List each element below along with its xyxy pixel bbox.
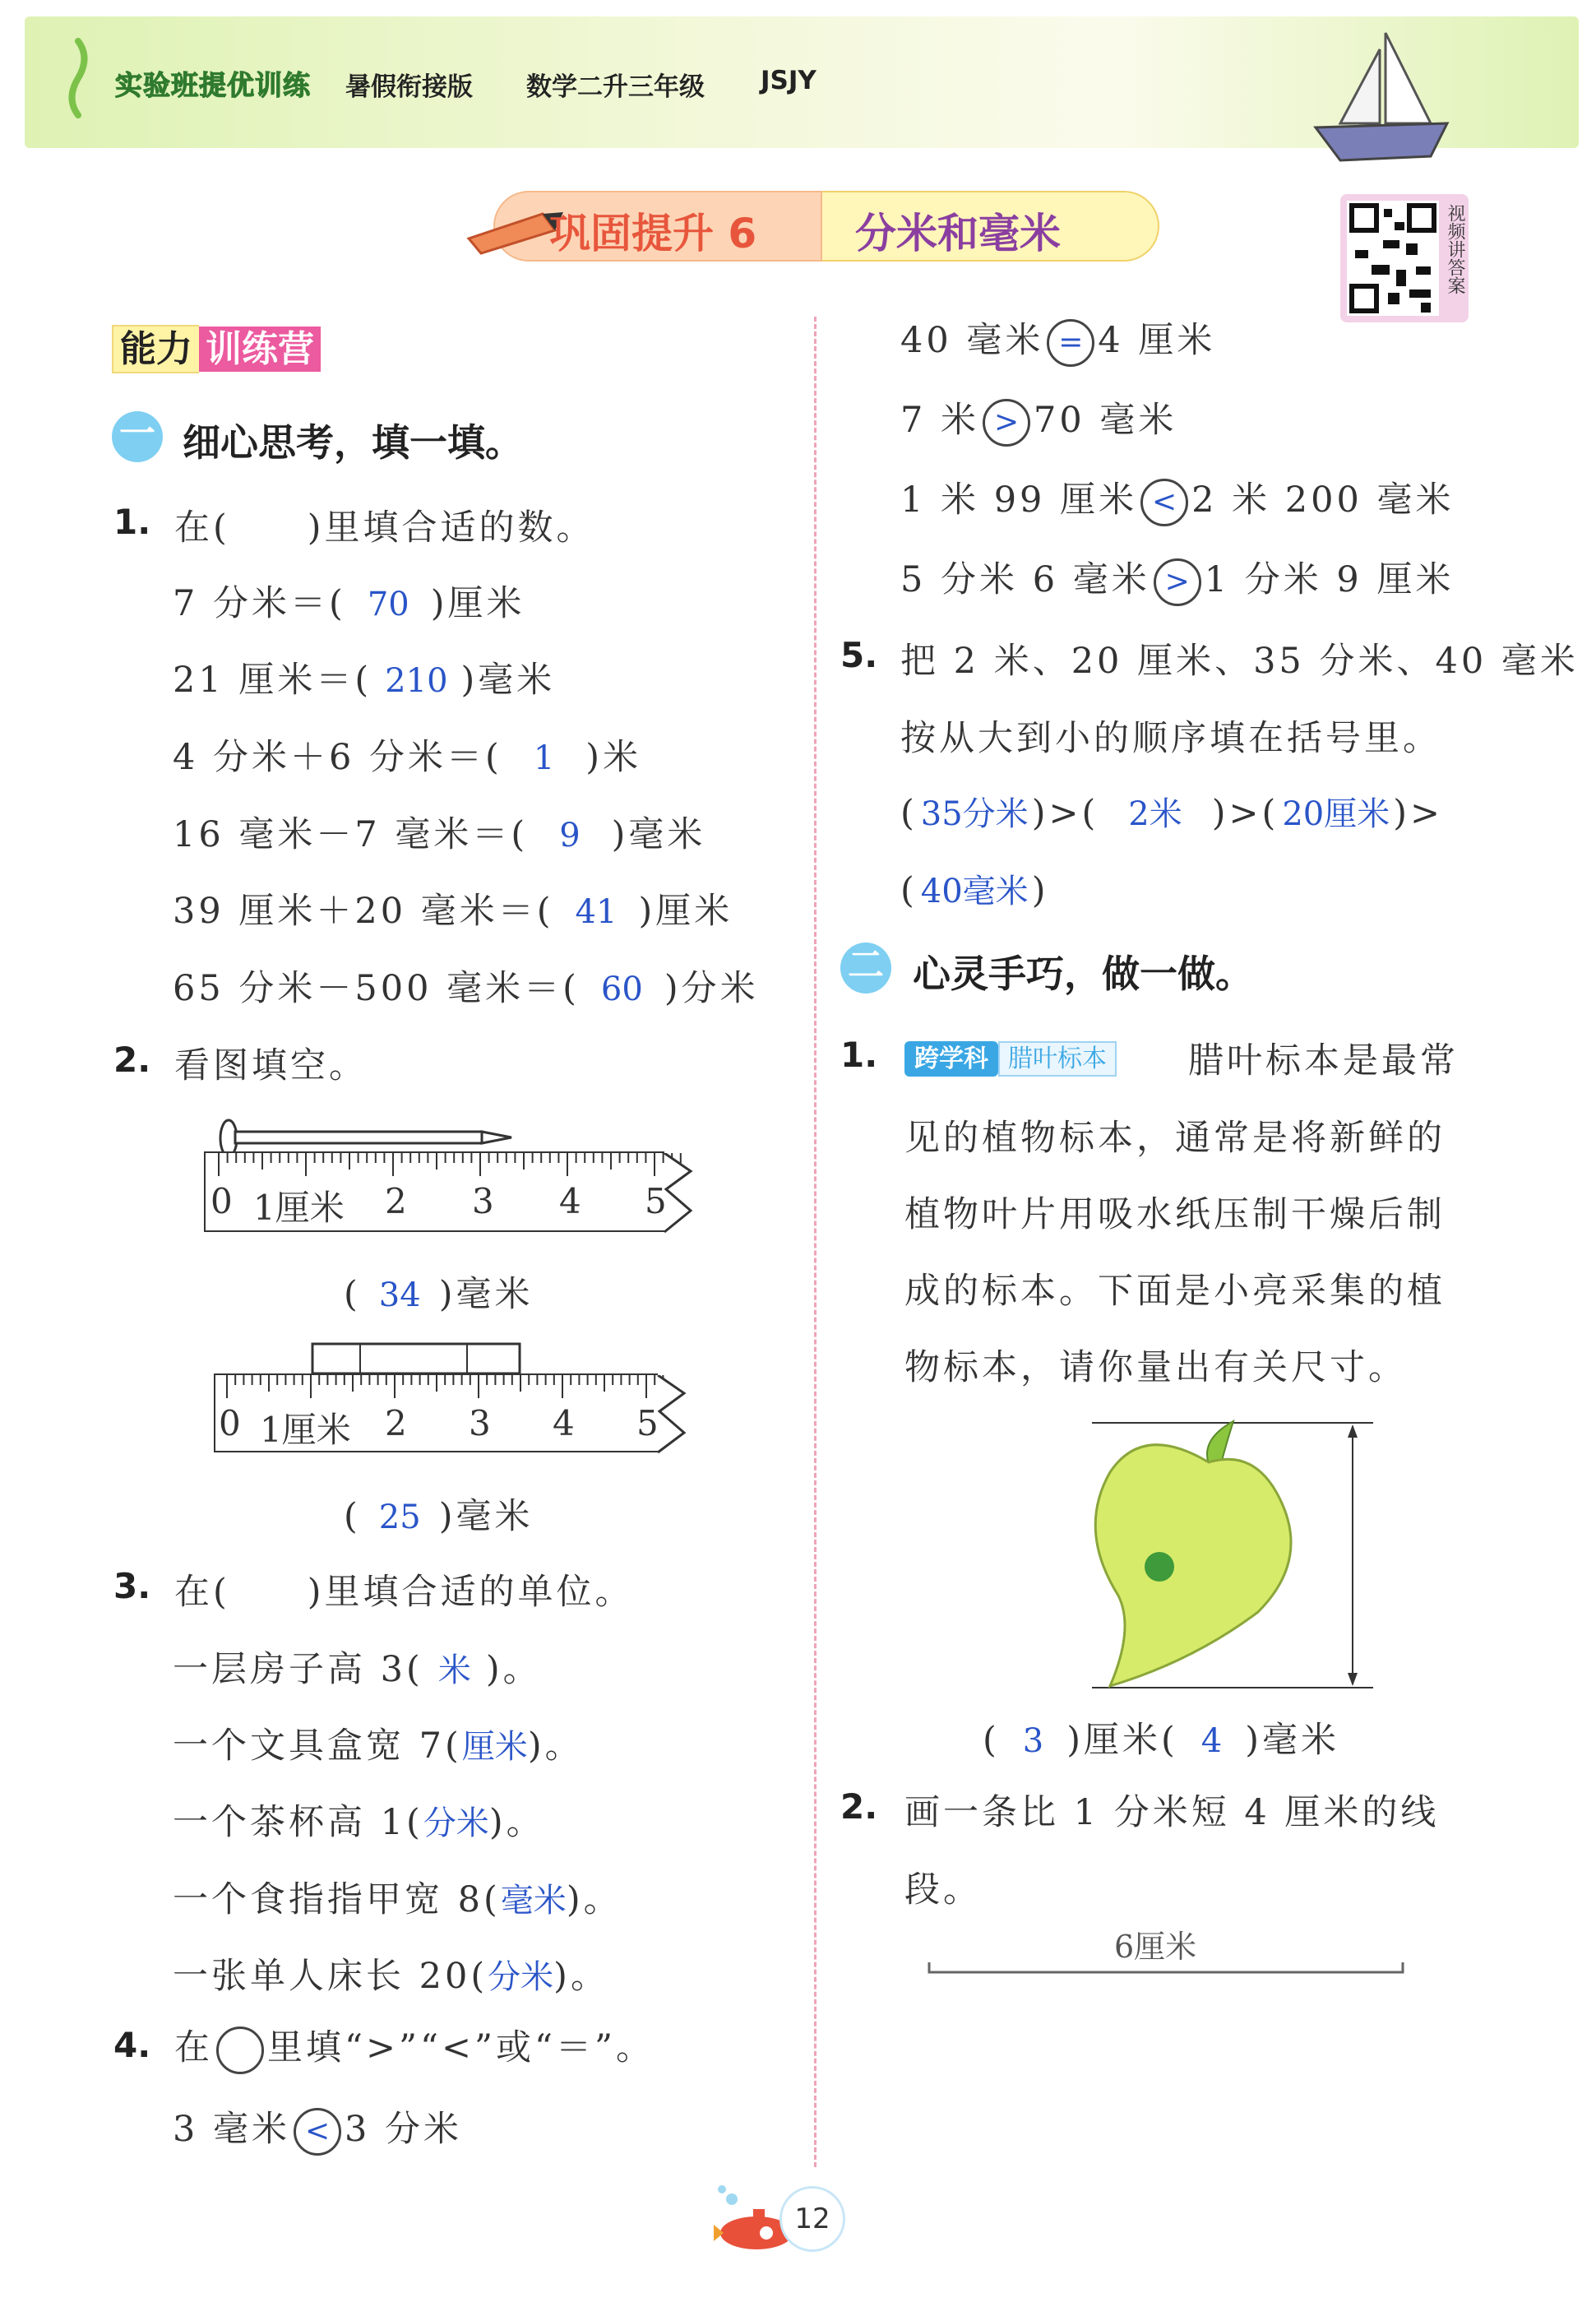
q4-number: 4. [113,2025,151,2065]
subject-label: 数学二升三年级 [526,72,705,102]
q3-item-3-pre: 一个茶杯高 1( [173,1802,423,1843]
q3-item-5-answer: 分米 [488,1958,554,1996]
q5-gt-1: > [1048,793,1082,834]
topic-label: 分米和毫米 [855,210,1061,257]
ruler-2-label-2: 2 [385,1403,407,1443]
section-tag-a: 能力 [112,325,199,373]
q1-item-6-answer: 60 [600,970,643,1008]
q1-item-4-answer: 9 [559,817,581,855]
column-divider [814,317,817,2167]
q2-answer-2 [344,1489,533,1539]
q1-item-4 [173,807,705,857]
q3-item-4-pre: 一个食指指甲宽 8( [173,1879,501,1920]
q4-item-4-left: 1 米 99 厘米 [900,479,1138,521]
q2-unit-1: )毫米 [438,1274,534,1315]
ruler-2-label-0: 0 [219,1403,241,1443]
q4-prompt-post: 里填“>”“<”或“＝”。 [267,2027,655,2068]
q4-item-5 [900,552,1454,606]
q5-answers-row-2: ( 40毫米) [900,870,1049,911]
q1-item-5-answer: 41 [575,893,618,931]
q1-prompt: 在( )里填合适的数。 [174,507,595,549]
q5-answer-3: 20厘米 [1282,795,1390,833]
q4-item-3 [900,392,1177,447]
q1-item-4-post: )毫米 [611,814,706,855]
q1-item-1-post: )厘米 [430,583,525,624]
blank-circle-icon [216,2026,264,2074]
p2q1-line-3: 植物叶片用吸水纸压制干燥后制 [904,1194,1446,1235]
specimen-badge: 腊叶标本 [998,1041,1117,1077]
edition-label: 暑假衔接版 [345,72,473,102]
lesson-label: 巩固提升 6 [549,210,757,257]
q1-item-2-pre: 21 厘米＝( [173,660,372,701]
p2q1-open: ( [983,1720,1000,1761]
ruler-1-label-2: 2 [385,1181,407,1221]
eraser-image [311,1342,521,1375]
header-decoration [62,33,95,123]
q3-item-2-post: )。 [527,1725,584,1767]
p2q1-line-5: 物标本，请你量出有关尺寸。 [904,1347,1407,1388]
leaf-specimen-image [1069,1415,1381,1694]
q3-item-1-pre: 一层房子高 3( [173,1649,423,1690]
ruler-1-label-4: 4 [559,1181,581,1221]
q3-item-2-pre: 一个文具盒宽 7( [173,1725,462,1767]
p2q1-badges [904,1038,1117,1074]
q4-item-3-left: 7 米 [900,400,980,441]
q4-item-2-right: 4 厘米 [1098,320,1216,361]
q1-item-2-post: )毫米 [460,660,556,701]
q4-item-2 [900,313,1215,367]
q1-item-4-pre: 16 毫米－7 毫米＝( [173,814,529,855]
q1-item-2-answer: 210 [385,662,448,700]
p2q2-line-1: 画一条比 1 分米短 4 厘米的线 [904,1792,1440,1833]
q1-item-1 [173,576,525,626]
qr-label: 视频讲答案 [1445,204,1465,294]
ruler-2-label-5: 5 [636,1403,659,1443]
p2q1-answer-mm: 4 [1200,1722,1223,1760]
q3-item-5-pre: 一张单人床长 20( [173,1956,488,1997]
q4-item-1 [173,2101,462,2156]
q1-item-3-pre: 4 分米＋6 分米＝( [173,737,502,778]
q2-prompt: 看图填空。 [174,1045,368,1086]
q5-line-2: 按从大到小的顺序填在括号里。 [900,718,1441,759]
drawn-segment [928,1959,1404,1976]
q4-item-3-symbol: > [983,399,1030,447]
q3-item-2-answer: 厘米 [461,1728,528,1766]
q3-item-1 [173,1642,542,1692]
q3-item-2 [173,1718,584,1768]
q5-gt-2: > [1228,793,1262,834]
p2q1-line-2: 见的植物标本，通常是将新鲜的 [904,1118,1446,1159]
lesson-title-banner [493,191,1159,262]
sailboat-icon [1307,25,1455,164]
q1-item-6-pre: 65 分米－500 毫米＝( [173,968,580,1009]
q2-number: 2. [113,1040,151,1080]
part2-title: 心灵手巧，做一做。 [913,952,1253,996]
q3-item-1-answer: 米 [437,1651,471,1689]
q4-prompt-pre: 在 [174,2027,213,2068]
ruler-1-label-5: 5 [645,1181,667,1221]
q4-item-1-left: 3 毫米 [173,2109,291,2150]
q1-number: 1. [113,502,151,542]
p2q1-number: 1. [840,1035,878,1075]
p2q1-line-4: 成的标本。下面是小亮采集的植 [904,1271,1446,1312]
q5-answers-row-1: ( 35分米)>( 2米 )>( 20厘米)> [900,793,1444,834]
q2-open-1: ( [344,1274,361,1315]
q2-answer-1-value: 34 [378,1276,421,1314]
q4-item-3-right: 70 毫米 [1034,400,1177,441]
q3-item-4-post: )。 [566,1879,622,1920]
ruler-1-label-3: 3 [472,1181,494,1221]
p2q1-unit-mm: )毫米 [1245,1720,1340,1761]
page-number: 12 [779,2186,845,2252]
section-tag-b: 训练营 [199,327,321,372]
q1-item-2 [173,652,555,702]
q1-item-1-pre: 7 分米＝( [173,583,346,624]
p2q1-unit-cm: )厘米( [1066,1720,1178,1761]
q2-answer-2-value: 25 [378,1498,421,1536]
q1-item-5 [173,883,733,933]
ruler-2-label-1: 1厘米 [260,1410,351,1450]
q1-item-5-pre: 39 厘米＋20 毫米＝( [173,891,554,932]
cross-subject-badge: 跨学科 [904,1041,998,1077]
q5-answer-4: 40毫米 [920,873,1029,910]
p2q2-number: 2. [840,1786,878,1827]
q5-answer-2: 2米 [1128,795,1182,833]
qr-pattern [1347,201,1439,316]
ruler-2 [214,1373,658,1452]
q3-item-5-post: )。 [553,1956,609,1997]
section-tag [112,319,321,370]
ruler-2-label-3: 3 [469,1403,491,1443]
q1-item-5-post: )厘米 [638,891,733,932]
q1-item-1-answer: 70 [367,586,409,623]
q3-prompt: 在( )里填合适的单位。 [174,1572,634,1613]
q4-item-4-right: 2 米 200 毫米 [1191,479,1455,521]
p2q1-answer-cm: 3 [1022,1722,1044,1760]
ruler-1-label-1: 1厘米 [253,1188,345,1228]
q4-item-4 [900,472,1455,526]
q1-item-3-post: )米 [585,737,642,778]
q1-item-6 [173,961,759,1011]
qr-code[interactable] [1340,194,1469,322]
p2q1-line-1: 腊叶标本是最常 [1188,1040,1459,1082]
q4-item-2-left: 40 毫米 [900,320,1044,361]
q2-unit-2: )毫米 [438,1496,534,1537]
q3-number: 3. [113,1566,151,1606]
code-label: JSJY [761,66,817,95]
q5-gt-3: > [1410,793,1444,834]
ruler-2-label-4: 4 [553,1403,575,1443]
part1-title: 细心思考，填一填。 [183,420,523,465]
q4-item-5-right: 1 分米 9 厘米 [1204,559,1455,600]
part1-badge: 一 [112,411,163,462]
q3-item-4-answer: 毫米 [500,1882,567,1920]
segment-label: 6厘米 [1114,1929,1197,1965]
q5-answer-1: 35分米 [920,795,1029,833]
q1-item-3 [173,730,641,780]
ruler-1-label-0: 0 [210,1181,233,1221]
q3-item-3-post: )。 [488,1802,545,1843]
q4-item-5-symbol: > [1154,558,1201,606]
q4-item-1-symbol: < [294,2108,341,2156]
ruler-1 [204,1151,667,1232]
q2-open-2: ( [344,1496,361,1537]
q4-item-1-right: 3 分米 [345,2109,463,2150]
q3-item-1-post: )。 [485,1649,542,1690]
p2q2-line-2: 段。 [904,1869,982,1911]
q5-line-1: 把 2 米、20 厘米、35 分米、40 毫米 [900,641,1579,682]
q5-number: 5. [840,635,878,675]
q1-item-6-post: )分米 [664,968,759,1009]
q3-item-3-answer: 分米 [423,1804,489,1842]
q1-item-3-answer: 1 [533,739,555,777]
q3-item-4 [173,1872,622,1922]
p2q1-answer-row [983,1712,1339,1762]
q4-item-5-left: 5 分米 6 毫米 [900,559,1150,600]
q3-item-3 [173,1795,545,1845]
q4-item-2-symbol: = [1047,319,1094,367]
q3-item-5 [173,1948,609,1999]
q4-prompt [174,2020,655,2074]
q4-item-4-symbol: < [1140,479,1188,526]
brand-title: 实验班提优训练 [115,69,311,101]
q2-answer-1 [344,1267,533,1317]
part2-badge: 二 [840,943,891,994]
